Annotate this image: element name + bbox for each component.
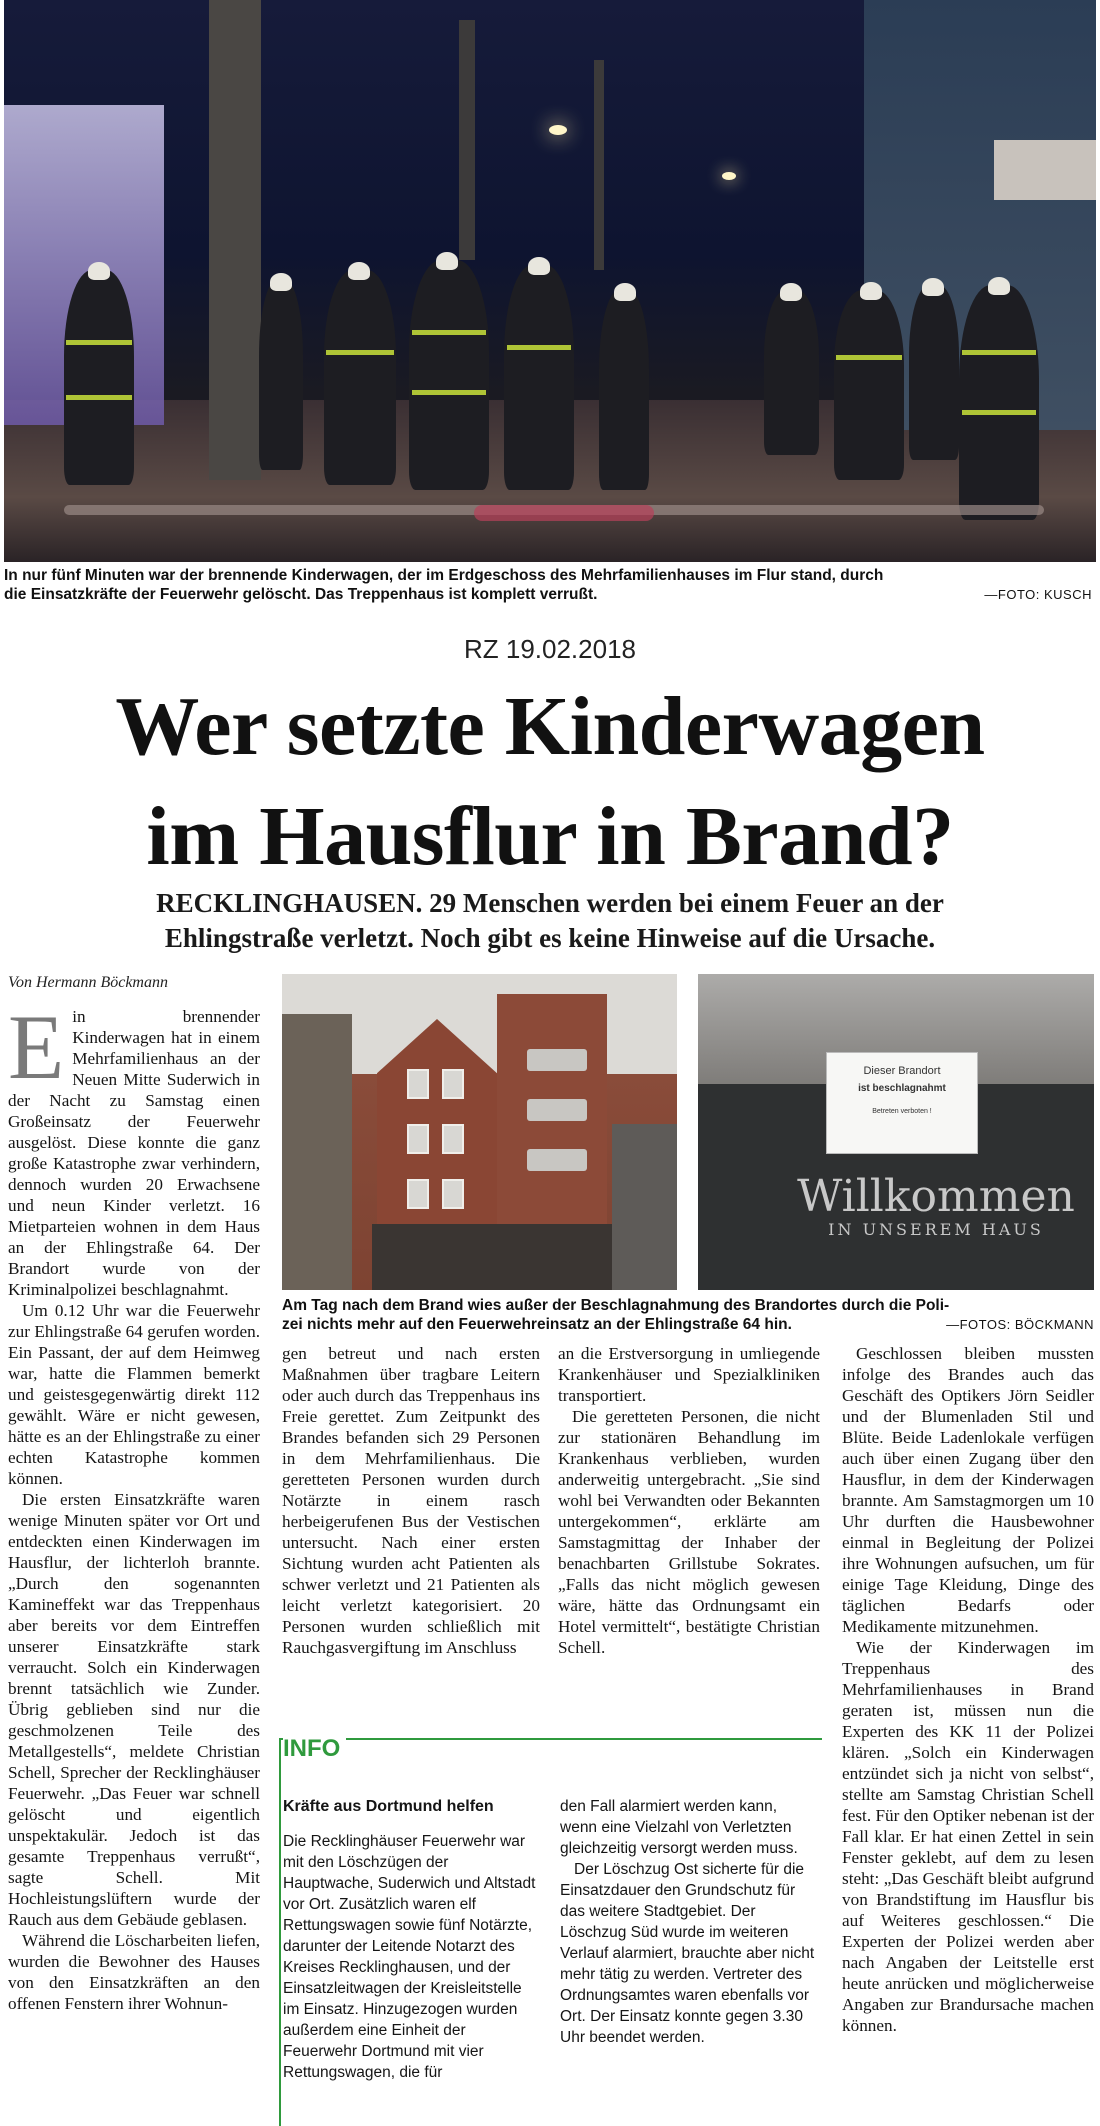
article-column-4: Geschlossen bleiben mussten infolge des Brandes auch das Geschäft des Optikers Jörn Seidler und der Blumenladen Stil und Blüte. Beide Ladenlokale verfügen auch über einen Zugang über den Hausflur, in dem der Kinderwagen brannte. Am Samstagmorgen um 10 Uhr durften die Hausbewohner einmal in Begleitung der Polizei ihre Wohnungen aufsuchen, um für einige Tage Kleidung, Dinge des täglichen Bedarfs oder Medikamente mitzunehmen. Wie der Kinderwagen im Treppenhaus des Mehrfamilienhauses in Brand geraten ist, müssen nun die Experten des KK 11 der Polizei klären. „Solch ein Kinderwagen entzündet sich ja nicht von selbst“, stellte am Samstag Christian Schell fest. Für den Optiker nebenan ist der Fall klar. Er hat einen Zettel in sein Fenster geklebt, auf dem zu lesen steht: „Das Geschäft bleibt aufgrund von Brandstiftung im Hausflur bis auf Weiteres geschlossen.“ Die Experten der Polizei werden aber nach Angaben der Leitstelle erst heute anrücken und möglicherweise Angaben zur Brandursache machen können.: [842, 1344, 1094, 2035]
shop-welcome-sign: Willkommen IN UNSEREM HAUS: [797, 1171, 1075, 1239]
firefighter: [959, 285, 1039, 520]
firefighter: [909, 285, 959, 460]
dateline: RZ 19.02.2018: [463, 634, 636, 664]
info-column-1: Kräfte aus Dortmund helfen Die Recklinghäuser Feuerwehr war mit den Löschzügen der Hauptwache, Suderwich und Altstadt vor Ort. Zusätzlich waren elf Rettungswagen sowie fünf Notärzte, darunter der Leitende Notarzt des Kreises Recklinghausen, und der Einsatzleitwagen der Kreisleitstelle im Einsatz. Hinzugezogen wurden außerdem eine Einheit der Feuerwehr Dortmund mit vier Rettungswagen, die für: [283, 1796, 538, 2124]
article-column-1: Ein brennender Kinderwagen hat in einem Mehrfamilienhaus an der Neuen Mitte Suderwich in der Nacht zu Samstag einen Großeinsatz der Feuerwehr ausgelöst. Diese konnte die ganz große Katastrophe zwar verhindern, dennoch wurden 20 Erwachsene und neun Kinder verletzt. 16 Mietparteien wohnen in dem Haus an der Ehlingstraße 64. Der Brandort wurde von der Kriminalpolizei beschlagnahmt. Um 0.12 Uhr war die Feuerwehr zur Ehlingstraße 64 gerufen worden. Ein Passant, der auf dem Heimweg war, hatte die Flammen bemerkt und geistesgegenwärtig direkt 112 gewählt. Wäre er nicht gewesen, hätte es an der Ehlingstraße zu einer echten Katastrophe kommen können. Die ersten Einsatzkräfte waren wenige Minuten später vor Ort und entdeckten einen Kinderwagen im Hausflur, der lichterloh brannte. „Durch den sogenannten Kamineffekt war das Treppenhaus aber bereits vor dem Eintreffen unserer Einsatzkräfte stark verraucht. Solch ein Kinderwagen brennt tatsächlich wie Zunder. Übrig geblieben sind nur die geschmolzenen Teile des Metallgestells“, meldete Christian Schell, Sprecher der Recklinghäuser Feuerwehr. „Das Feuer war schnell gelöscht und eigentlich unspektakulär. Jedoch ist das gesamte Treppenhaus verrußt“, sagte Schell. Mit Hochleistungslüftern wurde der Rauch aus dem Gebäude geblasen. Während die Löscharbeiten liefen, wurden die Bewohner des Hauses von den Einsatzkräften an den offenen Fenstern ihrer Wohnun-: [8, 1006, 260, 2013]
top-photo-credit: —FOTO: KUSCH: [984, 587, 1092, 602]
subline: RECKLINGHAUSEN. 29 Menschen werden bei einem Feuer an der Ehlingstraße verletzt. Noch gibt es keine Hinweise auf die Ursache.: [156, 888, 944, 953]
firefighter: [599, 290, 649, 490]
article-column-2: gen betreut und nach ersten Maßnahmen über tragbare Leitern oder auch durch das Treppenhaus ins Freie gerettet. Zum Zeitpunkt des Brandes befanden sich 29 Personen in dem Mehrfamilienhaus. Die geretteten Personen wurden durch Notärzte in einem rasch herbeigerufenen Bus der Vestischen untersucht. Nach einer ersten Sichtung wurden acht Patienten als schwer verletzt und 21 Patienten als leicht verletzt kategorisiert. 20 Personen wurden schließlich mit Rauchgasvergiftung im Anschluss: [282, 1344, 540, 1657]
firefighter: [409, 260, 489, 490]
firefighter: [324, 270, 396, 485]
mid-photos-caption: Am Tag nach dem Brand wies außer der Beschlagnahmung des Brandortes durch die Poli- zei nichts mehr auf den Feuerwehreinsatz an der Ehlingstraße 64 hin. —FOTOS: BÖCKMANN: [282, 1297, 1094, 1333]
byline: Von Hermann Böckmann: [8, 974, 168, 991]
tree-trunk: [209, 0, 261, 480]
firefighter: [259, 280, 303, 470]
photo-apartment-building: [282, 974, 677, 1290]
info-heading: Kräfte aus Dortmund helfen: [283, 1798, 494, 1815]
firefighter: [504, 265, 574, 490]
seizure-notice: Dieser Brandort ist beschlagnahmt Betreten verboten !: [826, 1052, 978, 1154]
article-column-3: an die Erstversorgung in umliegende Krankenhäuser und Spezialkliniken transportiert. Die geretteten Personen, die nicht zur stationären Behandlung im Krankenhaus verblieben, wurden anderweitig untergebracht. „Sie sind wohl bei Verwandten oder Bekannten untergekommen“, erklärte am Samstagmittag der Inhaber der benachbarten Grillstube Sokrates. „Falls das nicht möglich gewesen wäre, hätte das Ordnungsamt ein Hotel vermittelt“, bestätigte Christian Schell.: [558, 1344, 820, 1657]
info-column-2: den Fall alarmiert werden kann, wenn eine Vielzahl von Verletzten gleichzeitig versorgt werden muss. Der Löschzug Ost sicherte für die Einsatzdauer den Grundschutz für das weitere Stadtgebiet. Der Löschzug Süd wurde im weiteren Verlauf alarmiert, brauchte aber nicht mehr tätig zu werden. Vertreter des Ordnungsamtes waren ebenfalls vor Ort. Der Einsatz konnte gegen 3.30 Uhr beendet werden.: [560, 1798, 815, 2046]
dropcap: E: [8, 1006, 65, 1098]
photo-door-notice: [698, 974, 1094, 1290]
firefighter: [834, 290, 904, 480]
firefighter: [64, 270, 134, 485]
firefighter: [764, 290, 819, 455]
mid-photos-credit: —FOTOS: BÖCKMANN: [946, 1317, 1094, 1332]
top-photo-caption: In nur fünf Minuten war der brennende Kinderwagen, der im Erdgeschoss des Mehrfamilienhauses im Flur stand, durch die Einsatzkräfte der Feuerwehr gelöscht. Das Treppenhaus ist komplett verrußt. —FOTO: KUSCH: [4, 567, 1092, 603]
headline: Wer setzte Kinderwagen im Hausflur in Brand?: [115, 680, 985, 883]
info-title: INFO: [283, 1735, 346, 1763]
top-photo-firefighters: [4, 0, 1096, 562]
